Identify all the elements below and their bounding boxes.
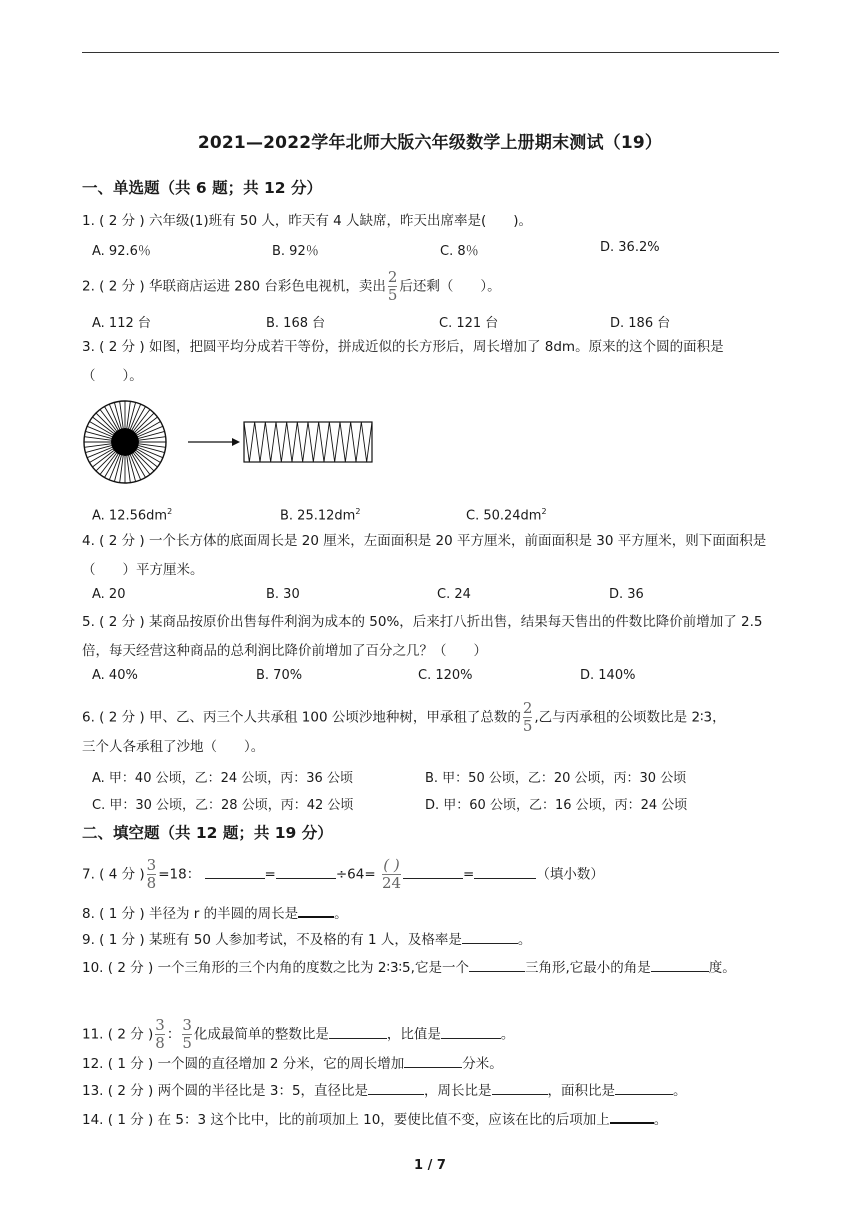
q2-option-a: A. 112 台	[92, 316, 151, 331]
q3-option-b: B. $25.12dm^2$	[280, 507, 361, 524]
divided-circle	[84, 401, 166, 483]
q4-option-c: C. 24	[437, 587, 471, 602]
q2-option-d: D. 186 台	[610, 316, 671, 331]
section-heading-fill-in: 二、填空题（共 12 题；共 19 分）	[82, 824, 333, 842]
question-2: 2. ( 2 分 ) 华联商店运进 280 台彩色电视机，卖出 $\frac{2}{5}$ 后还剩（ ）。	[82, 268, 501, 304]
fraction: $\frac{( )}{24}$	[381, 856, 402, 892]
q3-option-c: C. $50.24dm^2$	[466, 507, 547, 524]
q5-option-b: B. 70%	[256, 668, 303, 683]
answer-blank[interactable]	[474, 864, 536, 879]
q4-option-d: D. 36	[609, 587, 644, 602]
q5-option-c: C. 120%	[418, 668, 473, 683]
q3-option-a: A. $12.56dm^2$	[92, 507, 173, 524]
page-title: 2021—2022学年北师大版六年级数学上册期末测试（19）	[197, 133, 663, 153]
q5-option-a: A. 40%	[92, 668, 138, 683]
approximate-rectangle	[244, 422, 372, 462]
question-3: 3. ( 2 分 ) 如图，把圆平均分成若干等份，拼成近似的长方形后，周长增加了 8dm。原来的这个圆的面积是（ ）。	[82, 339, 724, 384]
q5-option-d: D. 140%	[580, 668, 636, 683]
answer-blank[interactable]	[404, 1053, 462, 1068]
question-1: 1. ( 2 分 ) 六年级(1)班有 50 人，昨天有 4 人缺席，昨天出席率是( )。	[82, 213, 533, 229]
answer-blank[interactable]	[492, 1080, 548, 1095]
answer-blank[interactable]	[276, 864, 336, 879]
question-7: 7. ( 4 分 ) $\frac{3}{8}$ =18： = ÷64= $\frac{( )}{24}$ = （填小数）	[82, 856, 604, 892]
q6-option-a: A. 甲：40 公顷，乙：24 公顷，丙：36 公顷	[92, 771, 353, 786]
answer-blank[interactable]	[298, 902, 334, 918]
header-rule	[82, 52, 779, 53]
section-heading-single-choice: 一、单选题（共 6 题；共 12 分）	[82, 179, 322, 197]
question-5: 5. ( 2 分 ) 某商品按原价出售每件利润为成本的 50%，后来打八折出售，结果每天售出的件数比降价前增加了 2.5 倍，每天经营这种商品的总利润比降价前增加了百分之几？（ ）	[82, 614, 763, 659]
question-13: 13. ( 2 分 ) 两个圆的半径比是 3：5，直径比是 ，周长比是 ，面积比是 。	[82, 1080, 687, 1101]
answer-blank[interactable]	[368, 1080, 424, 1095]
answer-blank[interactable]	[329, 1024, 387, 1039]
q1-option-b: B. 92％	[272, 244, 319, 259]
question-8: 8. ( 1 分 ) 半径为 r 的半圆的周长是 。	[82, 902, 348, 924]
fraction: $\frac{2}{5}$	[387, 268, 398, 304]
question-14: 14. ( 1 分 ) 在 5：3 这个比中，比的前项加上 10，要使比值不变，应该在比的后项加上 。	[82, 1108, 667, 1130]
answer-blank[interactable]	[441, 1024, 501, 1039]
question-10: 10. ( 2 分 ) 一个三角形的三个内角的度数之比为 2∶3∶5,它是一个 三角形,它最小的角是 度。	[82, 954, 782, 983]
question-11: 11. ( 2 分 ) $\frac{3}{8}$ ： $\frac{3}{5}$ 化成最简单的整数比是 ，比值是 。	[82, 1016, 515, 1052]
q4-option-b: B. 30	[266, 587, 300, 602]
question-9: 9. ( 1 分 ) 某班有 50 人参加考试，不及格的有 1 人，及格率是 。	[82, 929, 531, 950]
fraction: $\frac{3}{8}$	[146, 856, 157, 892]
fraction: $\frac{3}{8}$	[155, 1016, 165, 1052]
q6-option-c: C. 甲：30 公顷，乙：28 公顷，丙：42 公顷	[92, 798, 354, 813]
question-4: 4. ( 2 分 ) 一个长方体的底面周长是 20 厘米，左面面积是 20 平方厘米，前面面积是 30 平方厘米，则下面面积是（ ）平方厘米。	[82, 533, 767, 578]
answer-blank[interactable]	[205, 864, 265, 879]
question-6: 6. ( 2 分 ) 甲、乙、丙三个人共承租 100 公顷沙地种树，甲承租了总数的 $\frac{2}{5}$ ,乙与丙承租的公顷数比是 2∶3，	[82, 699, 726, 735]
answer-blank[interactable]	[469, 957, 525, 972]
answer-blank[interactable]	[403, 864, 463, 879]
answer-blank[interactable]	[610, 1108, 654, 1124]
q2-option-b: B. 168 台	[266, 316, 326, 331]
q6-option-b: B. 甲：50 公顷，乙：20 公顷，丙：30 公顷	[425, 771, 687, 786]
q4-option-a: A. 20	[92, 587, 126, 602]
question-6-line2: 三个人各承租了沙地（ ）。	[82, 739, 265, 755]
q1-option-a: A. 92.6％	[92, 244, 151, 259]
q6-option-d: D. 甲：60 公顷，乙：16 公顷，丙：24 公顷	[425, 798, 688, 813]
page-number: 1 / 7	[414, 1158, 446, 1173]
question-12: 12. ( 1 分 ) 一个圆的直径增加 2 分米，它的周长增加 分米。	[82, 1053, 503, 1074]
arrow-icon	[188, 438, 240, 446]
circle-to-rectangle-figure	[82, 398, 402, 488]
answer-blank[interactable]	[651, 957, 709, 972]
fraction: $\frac{2}{5}$	[522, 699, 533, 735]
q2-option-c: C. 121 台	[439, 316, 499, 331]
answer-blank[interactable]	[462, 929, 518, 944]
answer-blank[interactable]	[615, 1080, 673, 1095]
q1-option-d: D. 36.2%	[600, 240, 660, 255]
q1-option-c: C. 8％	[440, 244, 479, 259]
fraction: $\frac{3}{5}$	[182, 1016, 192, 1052]
